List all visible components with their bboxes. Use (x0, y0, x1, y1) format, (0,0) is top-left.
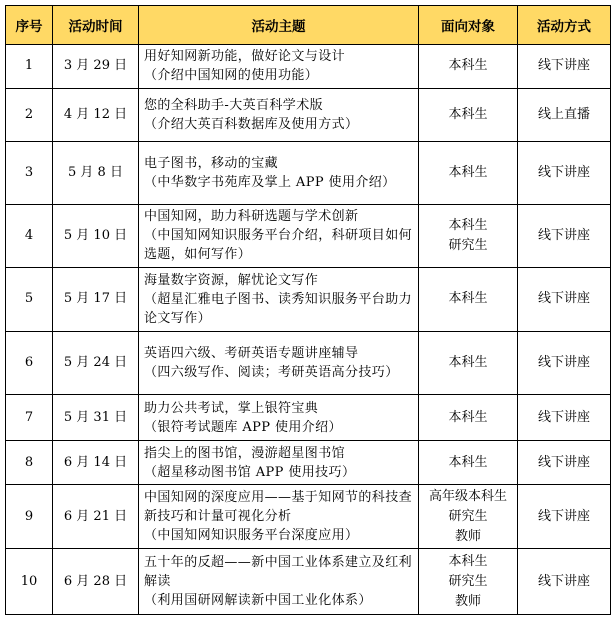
row-topic (139, 440, 419, 485)
audience-item: 高年级本科生 (428, 488, 507, 504)
audience-item: 教师 (454, 528, 481, 544)
topic-title: 中国知网的深度应用——基于知网节的科技查新技巧和计量可视化分析 (144, 490, 413, 525)
row-audience (419, 331, 518, 395)
activity-schedule-table (5, 5, 611, 615)
row-time: 5 月 31 日 (53, 395, 139, 441)
topic-subtitle: （中国知网知识服务平台深度应用） (144, 528, 359, 544)
row-mode: 线下讲座 (518, 204, 611, 267)
topic-subtitle: （介绍中国知网的使用功能） (144, 68, 319, 84)
topic-title: 电子图书，移动的宝藏 (144, 156, 279, 172)
audience-item: 研究生 (448, 508, 488, 524)
row-mode: 线下讲座 (518, 331, 611, 395)
row-index: 8 (6, 440, 53, 485)
row-index: 3 (6, 142, 53, 205)
topic-title: 助力公共考试，掌上银符宝典 (144, 400, 319, 416)
header-index: 序号 (6, 6, 53, 45)
row-time: 5 月 17 日 (53, 267, 139, 331)
audience-item: 研究生 (448, 237, 488, 253)
topic-subtitle: （中国知网知识服务平台介绍，科研项目如何选题，如何写作） (144, 228, 413, 263)
header-time: 活动时间 (53, 6, 139, 45)
topic-subtitle: （四六级写作、阅读；考研英语高分技巧） (144, 364, 399, 380)
topic-title: 指尖上的图书馆，漫游超星图书馆 (144, 445, 346, 461)
topic-subtitle: （中华数字书苑库及掌上 APP 使用介绍） (144, 175, 396, 191)
topic-title: 用好知网新功能，做好论文与设计 (144, 49, 346, 65)
audience-item: 本科生 (448, 217, 488, 233)
audience-item: 本科生 (448, 58, 488, 74)
topic-title: 海量数字资源，解忧论文写作 (144, 272, 319, 288)
row-topic (139, 331, 419, 395)
table-row (6, 204, 611, 267)
table-row (6, 142, 611, 205)
row-index: 1 (6, 45, 53, 89)
row-time: 5 月 10 日 (53, 204, 139, 267)
row-audience (419, 88, 518, 142)
row-topic (139, 549, 419, 615)
row-time: 5 月 8 日 (53, 142, 139, 205)
row-audience (419, 549, 518, 615)
row-mode: 线下讲座 (518, 267, 611, 331)
row-mode: 线下讲座 (518, 549, 611, 615)
audience-item: 教师 (454, 593, 481, 609)
row-audience (419, 485, 518, 549)
topic-subtitle: （介绍大英百科数据库及使用方式） (144, 116, 359, 132)
header-audience: 面向对象 (419, 6, 518, 45)
row-topic (139, 204, 419, 267)
table-row (6, 485, 611, 549)
table-row (6, 45, 611, 89)
audience-item: 本科生 (448, 409, 488, 425)
row-index: 4 (6, 204, 53, 267)
row-time: 6 月 14 日 (53, 440, 139, 485)
row-time: 4 月 12 日 (53, 88, 139, 142)
row-time: 3 月 29 日 (53, 45, 139, 89)
row-mode: 线下讲座 (518, 485, 611, 549)
row-time: 5 月 24 日 (53, 331, 139, 395)
row-mode: 线下讲座 (518, 142, 611, 205)
row-topic (139, 142, 419, 205)
row-audience (419, 395, 518, 441)
topic-subtitle: （银符考试题库 APP 使用介绍） (144, 419, 342, 435)
topic-subtitle: （利用国研网解读新中国工业化体系） (144, 593, 372, 609)
table-row (6, 267, 611, 331)
row-mode: 线上直播 (518, 88, 611, 142)
topic-title: 五十年的反超——新中国工业体系建立及红利解读 (144, 555, 413, 590)
row-mode: 线下讲座 (518, 440, 611, 485)
row-time: 6 月 28 日 (53, 549, 139, 615)
header-mode: 活动方式 (518, 6, 611, 45)
row-audience (419, 440, 518, 485)
topic-subtitle: （超星移动图书馆 APP 使用技巧） (144, 464, 356, 480)
row-audience (419, 204, 518, 267)
table-row (6, 440, 611, 485)
table-row (6, 549, 611, 615)
audience-item: 研究生 (448, 573, 488, 589)
row-index: 9 (6, 485, 53, 549)
row-topic (139, 45, 419, 89)
row-topic (139, 267, 419, 331)
header-topic: 活动主题 (139, 6, 419, 45)
table-row (6, 331, 611, 395)
row-audience (419, 142, 518, 205)
row-topic (139, 485, 419, 549)
row-audience (419, 267, 518, 331)
audience-item: 本科生 (448, 553, 488, 569)
row-index: 10 (6, 549, 53, 615)
audience-item: 本科生 (448, 165, 488, 181)
audience-item: 本科生 (448, 106, 488, 122)
table-row (6, 88, 611, 142)
topic-title: 您的全科助手-大英百科学术版 (144, 97, 323, 113)
audience-item: 本科生 (448, 354, 488, 370)
topic-title: 中国知网，助力科研选题与学术创新 (144, 209, 359, 225)
row-topic (139, 395, 419, 441)
table-row (6, 395, 611, 441)
row-mode: 线下讲座 (518, 395, 611, 441)
row-topic (139, 88, 419, 142)
row-index: 5 (6, 267, 53, 331)
topic-subtitle: （超星汇雅电子图书、读秀知识服务平台助力论文写作） (144, 291, 413, 326)
row-audience (419, 45, 518, 89)
audience-item: 本科生 (448, 454, 488, 470)
row-index: 6 (6, 331, 53, 395)
header-row (6, 6, 611, 45)
row-mode: 线下讲座 (518, 45, 611, 89)
row-index: 2 (6, 88, 53, 142)
audience-item: 本科生 (448, 291, 488, 307)
row-index: 7 (6, 395, 53, 441)
row-time: 6 月 21 日 (53, 485, 139, 549)
topic-title: 英语四六级、考研英语专题讲座辅导 (144, 345, 359, 361)
table-body (6, 45, 611, 615)
